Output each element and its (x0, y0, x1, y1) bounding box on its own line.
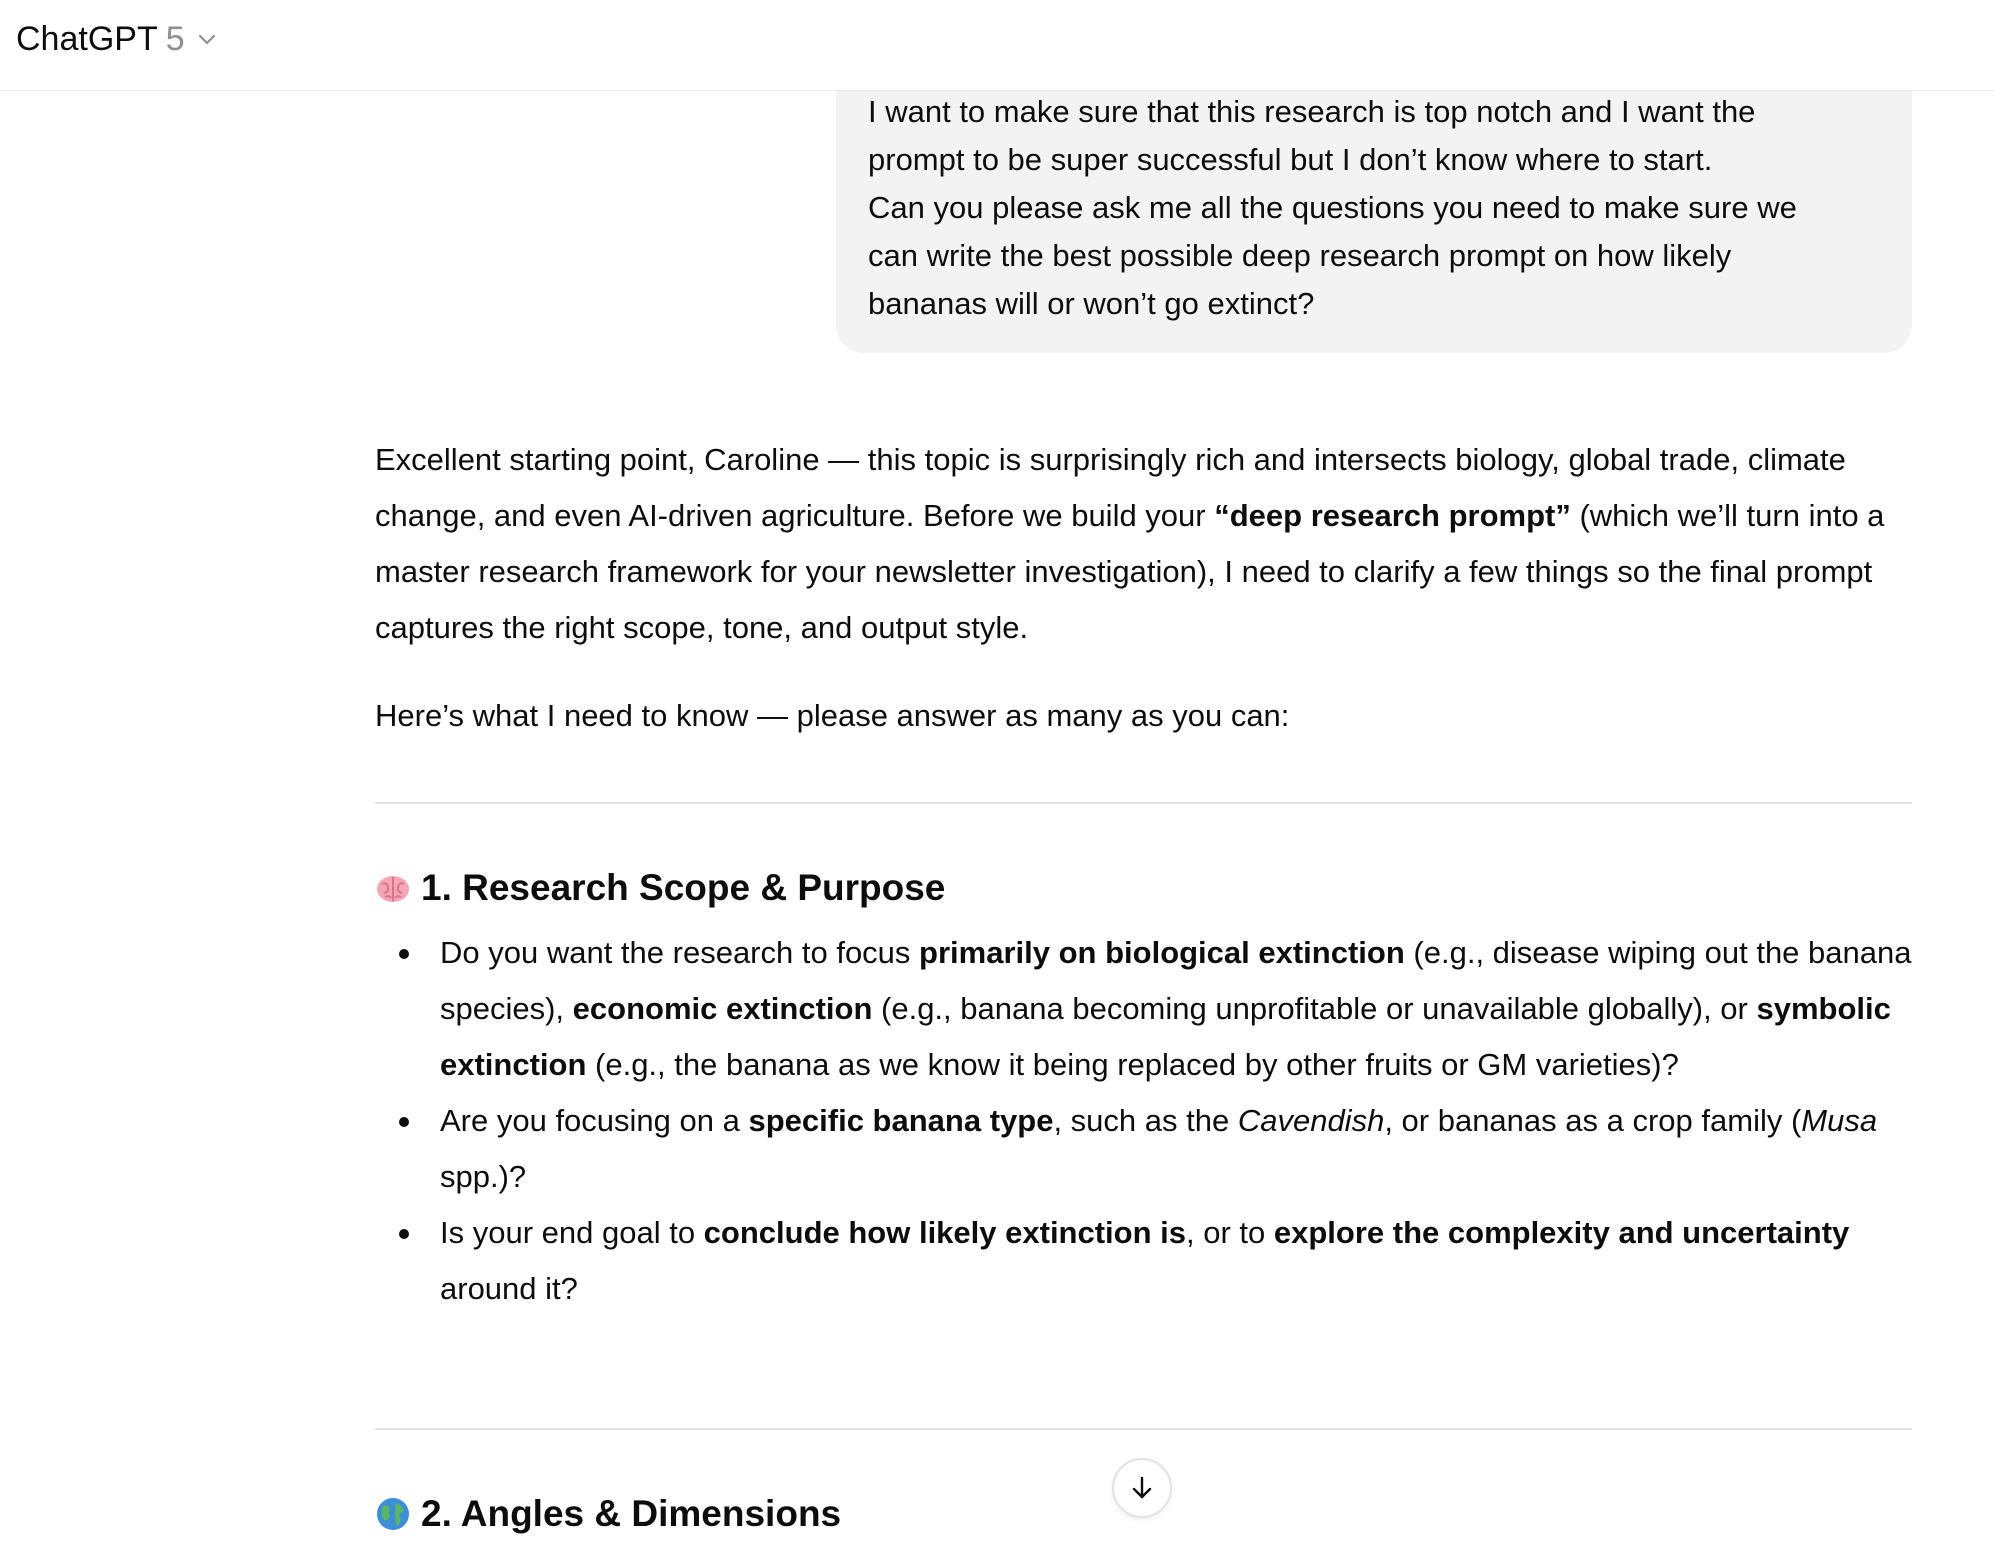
bold-phrase: “deep research prompt” (1214, 498, 1571, 533)
globe-icon (375, 1496, 411, 1532)
user-message-line: can write the best possible deep research prompt on how likely (868, 238, 1732, 273)
model-switcher[interactable] (16, 18, 219, 60)
section-divider (375, 802, 1912, 804)
assistant-message (375, 432, 1912, 744)
bullet-dot (399, 1229, 409, 1239)
section-heading-research-scope (375, 864, 945, 912)
app-name: ChatGPT (16, 19, 158, 58)
list-item: Is your end goal to conclude how likely extinction is, or to explore the complexity and uncertainty around it? (375, 1205, 1912, 1317)
arrow-down-icon (1127, 1473, 1157, 1503)
question-list (375, 925, 1912, 1317)
list-item: Do you want the research to focus primarily on biological extinction (e.g., disease wiping out the banana species), economic extinction (e.g., banana becoming unprofitable or unavailable globally), or symbolic extinction (e.g., the banana as we know it being replaced by other fruits or GM varieties)? (375, 925, 1912, 1093)
bullet-dot (399, 949, 409, 959)
model-version: 5 (165, 19, 185, 58)
section-divider (375, 1428, 1912, 1430)
assistant-intro-paragraph: Excellent starting point, Caroline — this topic is surprisingly rich and intersects biology, global trade, climate change, and even AI-driven agriculture. Before we build your “deep research prompt” (which we’ll turn into a master research framework for your newsletter investigation), I need to clarify a few things so the final prompt captures the right scope, tone, and output style. (375, 442, 1885, 645)
bullet-dot (399, 1117, 409, 1127)
section-heading-angles (375, 1490, 841, 1538)
user-message-line: bananas will or won’t go extinct? (868, 286, 1315, 321)
user-message-line: prompt to be super successful but I don’t know where to start. (868, 142, 1713, 177)
top-bar (0, 0, 1994, 91)
section-title: 1. Research Scope & Purpose (421, 867, 946, 908)
user-message-bubble (836, 60, 1912, 353)
scroll-to-bottom-button[interactable] (1112, 1458, 1172, 1518)
section-title: 2. Angles & Dimensions (421, 1493, 842, 1534)
chevron-down-icon (195, 27, 219, 51)
brain-icon (375, 870, 411, 906)
assistant-lead-in: Here’s what I need to know — please answer as many as you can: (375, 698, 1290, 733)
user-message-line: Can you please ask me all the questions you need to make sure we (868, 190, 1797, 225)
user-message-line: I want to make sure that this research is top notch and I want the (868, 94, 1756, 129)
list-item: Are you focusing on a specific banana type, such as the Cavendish, or bananas as a crop family (Musa spp.)? (375, 1093, 1912, 1205)
